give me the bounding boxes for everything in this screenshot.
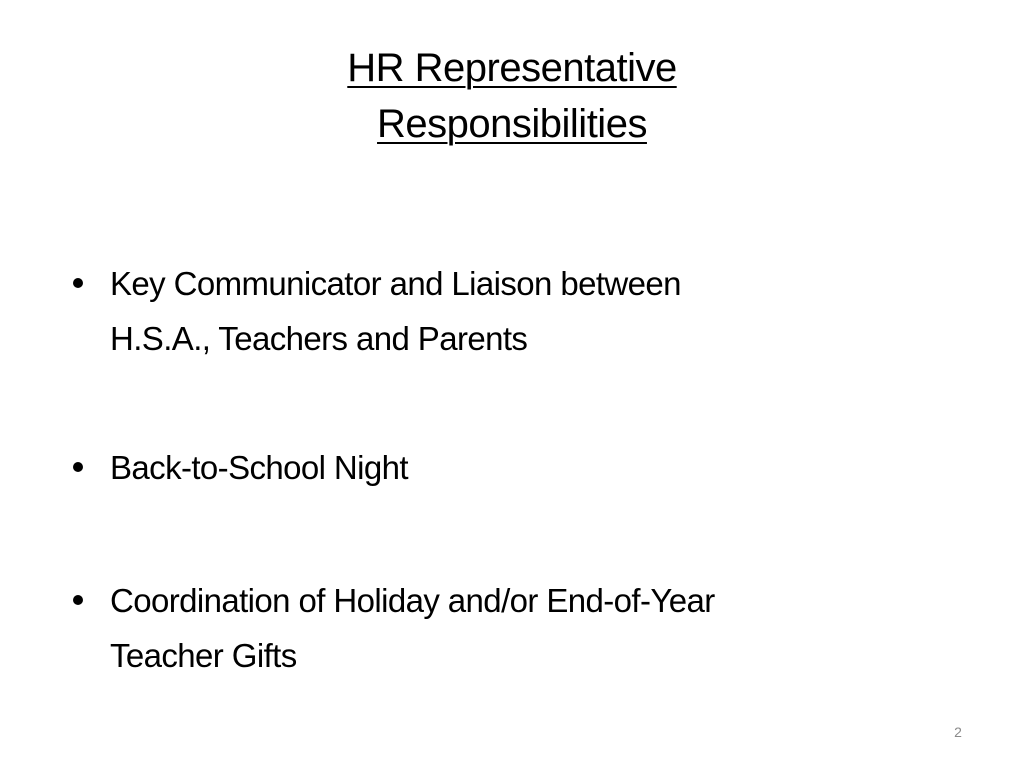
- page-number: 2: [954, 724, 962, 740]
- bullet-item: [70, 573, 990, 683]
- bullet-item: [70, 440, 990, 495]
- bullet-text-line: Teacher Gifts: [110, 637, 297, 674]
- slide-title: [0, 40, 1024, 152]
- title-line-2: Responsibilities: [377, 102, 647, 146]
- bullet-list: [70, 256, 950, 674]
- bullet-item: [70, 256, 950, 366]
- bullet-text-line: H.S.A., Teachers and Parents: [110, 320, 528, 357]
- bullet-text-line: Back-to-School Night: [110, 449, 408, 486]
- bullet-icon: [73, 278, 83, 288]
- bullet-icon: [73, 462, 83, 472]
- bullet-icon: [73, 595, 83, 605]
- title-line-1: HR Representative: [347, 46, 677, 90]
- bullet-text-line: Coordination of Holiday and/or End-of-Year: [110, 582, 715, 619]
- bullet-text-line: Key Communicator and Liaison between: [110, 265, 681, 302]
